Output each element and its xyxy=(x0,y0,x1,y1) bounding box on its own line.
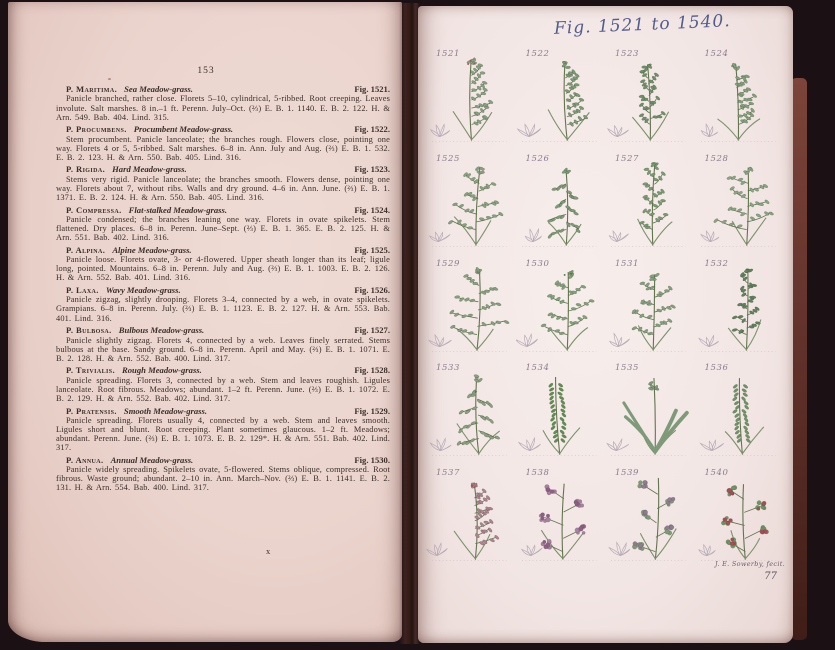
species-entry xyxy=(56,125,390,162)
figure-reference: Fig. 1522. xyxy=(354,124,390,135)
figure-number: 1524 xyxy=(704,49,729,59)
figure-reference: Fig. 1527. xyxy=(354,325,390,336)
entry-description: Panicle branched, rather close. Florets 5–10, cylindrical, 5-ribbed. Root creeping. Leaves involute. Salt marshes. 8 in.–1 ft. Perenn. July–Oct. (⅔) E. B. 1. 1140. E. B. 2. 122. H. & Arn. 549. Bab. 404. Lind. 315. xyxy=(56,94,390,122)
figure-number: 1521 xyxy=(436,49,461,59)
entry-description: Stems very rigid. Panicle lanceolate; the branches smooth. Flowers dense, pointing one way. Florets about 7, without ribs. Walls and dry ground. 4–6 in. Ann. June. (⅔) E. B. 1. 1371. E. B. 2. 124. H. & Arn. 550. Bab. 405. Lind. 316. xyxy=(56,174,390,202)
entry-header xyxy=(56,165,390,174)
figure-number: 1534 xyxy=(525,363,550,374)
species-name: P. Annua. xyxy=(66,454,104,465)
figure-number: 1539 xyxy=(615,468,640,479)
common-name: Wavy Meadow-grass. xyxy=(105,284,181,295)
plate-figure xyxy=(605,46,695,151)
species-entry xyxy=(56,456,390,493)
common-name: Sea Meadow-grass. xyxy=(124,84,193,94)
plate-title: Fig. 1521 to 1540. xyxy=(553,11,732,39)
plate-figure xyxy=(605,465,695,570)
figure-number: 1537 xyxy=(436,468,461,479)
species-name: P. Laxa. xyxy=(66,284,99,295)
common-name: Smooth Meadow-grass. xyxy=(123,405,208,416)
plate-figure xyxy=(695,151,785,256)
entry-header xyxy=(56,286,390,295)
entry-header xyxy=(56,246,390,255)
plate-figures xyxy=(426,46,784,570)
species-entry xyxy=(56,165,390,202)
grass-illustration xyxy=(426,256,516,361)
grass-illustration xyxy=(516,360,606,465)
species-entry xyxy=(56,407,390,453)
entry-header xyxy=(56,366,390,375)
figure-number: 1529 xyxy=(436,258,461,269)
species-name: P. Pratensis. xyxy=(66,405,117,416)
species-entry xyxy=(56,85,390,122)
grass-illustration xyxy=(516,46,606,151)
plate-figure xyxy=(695,465,785,570)
figure-reference: Fig. 1525. xyxy=(354,244,390,255)
entry-header xyxy=(56,407,390,416)
plate-figure xyxy=(426,151,516,256)
right-page-plate xyxy=(418,6,793,643)
entry-description: Panicle widely spreading. Spikelets ovate, 5-flowered. Stems oblique, compressed. Root fibrous. Waste ground; abundant. 2–10 in. Ann. March–Nov. (⅔) E. B. 1. 1141. E. B. 2. 131. H. & Arn. 554. Bab. 400. Lind. 317. xyxy=(56,465,390,493)
grass-illustration xyxy=(426,46,516,151)
species-name: P. Compressa. xyxy=(66,204,122,215)
entry-header xyxy=(56,85,390,94)
figure-number: 1531 xyxy=(615,258,640,269)
plate-figure xyxy=(426,360,516,465)
common-name: Hard Meadow-grass. xyxy=(112,164,187,175)
figure-number: 1532 xyxy=(704,258,729,269)
common-name: Procumbent Meadow-grass. xyxy=(133,124,234,135)
species-name: P. Bulbosa. xyxy=(66,325,112,336)
plate-figure xyxy=(426,256,516,361)
common-name: Alpine Meadow-grass. xyxy=(112,244,192,255)
figure-number: 1528 xyxy=(704,153,729,164)
figure-number: 1535 xyxy=(615,363,640,374)
grass-illustration xyxy=(605,360,695,465)
plate-figure xyxy=(516,360,606,465)
grass-illustration xyxy=(695,256,785,361)
figure-number: 1530 xyxy=(525,258,550,269)
plate-figure xyxy=(695,360,785,465)
grass-illustration xyxy=(605,151,695,256)
figure-reference: Fig. 1529. xyxy=(354,405,390,416)
plate-figure xyxy=(516,465,606,570)
figure-number: 1533 xyxy=(436,363,461,374)
grass-illustration xyxy=(695,360,785,465)
entry-description: Panicle loose. Florets ovate, 3- or 4-flowered. Upper sheath longer than its leaf; ligule long, pointed. Mountains. 6–8 in. Perenn. July and Aug. (⅔) E. B. 1. 1003. E. B. 2. 126. H. & Arn. 552. Bab. 401. Lind. 316. xyxy=(56,255,390,283)
plate-number: 77 xyxy=(764,571,777,582)
common-name: Annual Meadow-grass. xyxy=(110,454,194,465)
figure-reference: Fig. 1521. xyxy=(354,84,390,94)
species-name: P. Alpina. xyxy=(66,244,106,255)
figure-number: 1526 xyxy=(525,153,550,164)
grass-illustration xyxy=(695,151,785,256)
figure-number: 1540 xyxy=(704,468,729,479)
book-spine-gutter xyxy=(399,3,420,644)
species-name: P. Rigida. xyxy=(66,164,106,175)
entry-description: Panicle slightly zigzag. Florets 4, connected by a web. Leaves finely serrated. Stems bulbous at the base. Sandy ground. 6–8 in. Perenn. April and May. (⅔) E. B. 1. 1071. E. B. 2. 128. H. & Arn. 552. Bab. 400. Lind. 317. xyxy=(56,335,390,363)
grass-illustration xyxy=(605,256,695,361)
figure-reference: Fig. 1530. xyxy=(354,454,390,465)
common-name: Bulbous Meadow-grass. xyxy=(118,325,205,336)
entry-header xyxy=(56,456,390,465)
figure-reference: Fig. 1528. xyxy=(354,365,390,376)
entry-description: Panicle zigzag, slightly drooping. Florets 3–4, connected by a web, in ovate spikelets. Grampians. 6–8 in. Perenn. July. (⅔) E. B. 1. 1123. E. B. 2. 127. H. & Arn. 553. Bab. 401. Lind. 316. xyxy=(56,295,390,323)
grass-illustration xyxy=(426,465,516,570)
paper-fleck xyxy=(108,78,111,80)
plate-figure xyxy=(426,465,516,570)
plate-figure xyxy=(605,151,695,256)
species-name: P. Trivialis. xyxy=(66,365,116,376)
grass-illustration xyxy=(516,256,606,361)
entry-description: Stem procumbent. Panicle lanceolate; the branches rough. Flowers close, pointing one way. Florets 4 or 5, 5-ribbed. Salt marshes. 6–8 in. Ann. July and Aug. (⅔) E. B. 1. 532. E. B. 2. 123. H. & Arn. 550. Bab. 405. Lind. 316. xyxy=(56,134,390,162)
entries xyxy=(56,85,390,496)
book-cover-edge xyxy=(791,78,807,640)
entry-description: Panicle spreading. Florets 3, connected by a web. Stem and leaves roughish. Ligules lanceolate. Root fibrous. Meadows; abundant. 1–2 ft. Perenn. June. (⅔) E. B. 1. 1072. E. B. 2. 129. H. & Arn. 552. Bab. 402. Lind. 317. xyxy=(56,375,390,403)
species-entry xyxy=(56,246,390,283)
figure-number: 1538 xyxy=(525,468,550,479)
species-name: P. Maritima. xyxy=(66,84,118,94)
left-page xyxy=(8,2,402,642)
figure-reference: Fig. 1526. xyxy=(354,284,390,295)
grass-illustration xyxy=(605,465,695,570)
plate-figure xyxy=(516,151,606,256)
species-entry xyxy=(56,286,390,323)
entry-header xyxy=(56,125,390,134)
plate-figure xyxy=(605,360,695,465)
page-number: 153 xyxy=(197,66,215,76)
grass-illustration xyxy=(516,151,606,256)
figure-reference: Fig. 1524. xyxy=(354,204,390,215)
plate-figure xyxy=(695,46,785,151)
grass-illustration xyxy=(695,465,785,570)
plate-figure xyxy=(516,46,606,151)
grass-illustration xyxy=(695,46,785,151)
entry-header xyxy=(56,206,390,215)
grass-illustration xyxy=(605,46,695,151)
grass-illustration xyxy=(426,360,516,465)
figure-number: 1525 xyxy=(436,153,461,164)
figure-number: 1522 xyxy=(525,49,550,59)
grass-illustration xyxy=(516,465,606,570)
engraver-signature: J. E. Sowerby, fecit. xyxy=(714,560,785,568)
plate-figure xyxy=(605,256,695,361)
entry-header xyxy=(56,326,390,335)
entry-description: Panicle spreading. Florets usually 4, connected by a web. Stem and leaves smooth. Ligules short and blunt. Root creeping. Plant sometimes glaucous. 1–2 ft. Meadows; abundant. Perenn. June. (⅔) E. B. 1. 1073. E. B. 2. 129*. H. & Arn. 551. Bab. 402. Lind. 317. xyxy=(56,415,390,453)
figure-number: 1536 xyxy=(704,363,729,374)
signature-mark: x xyxy=(266,546,271,556)
common-name: Rough Meadow-grass. xyxy=(122,365,202,376)
plate-figure xyxy=(695,256,785,361)
figure-reference: Fig. 1523. xyxy=(354,164,390,175)
figure-number: 1523 xyxy=(615,49,640,59)
species-name: P. Procumbens. xyxy=(66,124,127,135)
entry-description: Panicle condensed; the branches leaning one way. Florets in ovate spikelets. Stem flattened. Dry places. 6–8 in. Perenn. June–Sept. (⅔) E. B. 1. 365. E. B. 2. 125. H. & Arn. 551. Bab. 402. Lind. 316. xyxy=(56,214,390,243)
figure-number: 1527 xyxy=(615,153,640,164)
common-name: Flat-stalked Meadow-grass. xyxy=(128,204,228,215)
grass-illustration xyxy=(426,151,516,256)
plate-figure xyxy=(426,46,516,151)
species-entry xyxy=(56,326,390,363)
species-entry xyxy=(56,366,390,403)
species-entry xyxy=(56,206,390,243)
plate-figure xyxy=(516,256,606,361)
